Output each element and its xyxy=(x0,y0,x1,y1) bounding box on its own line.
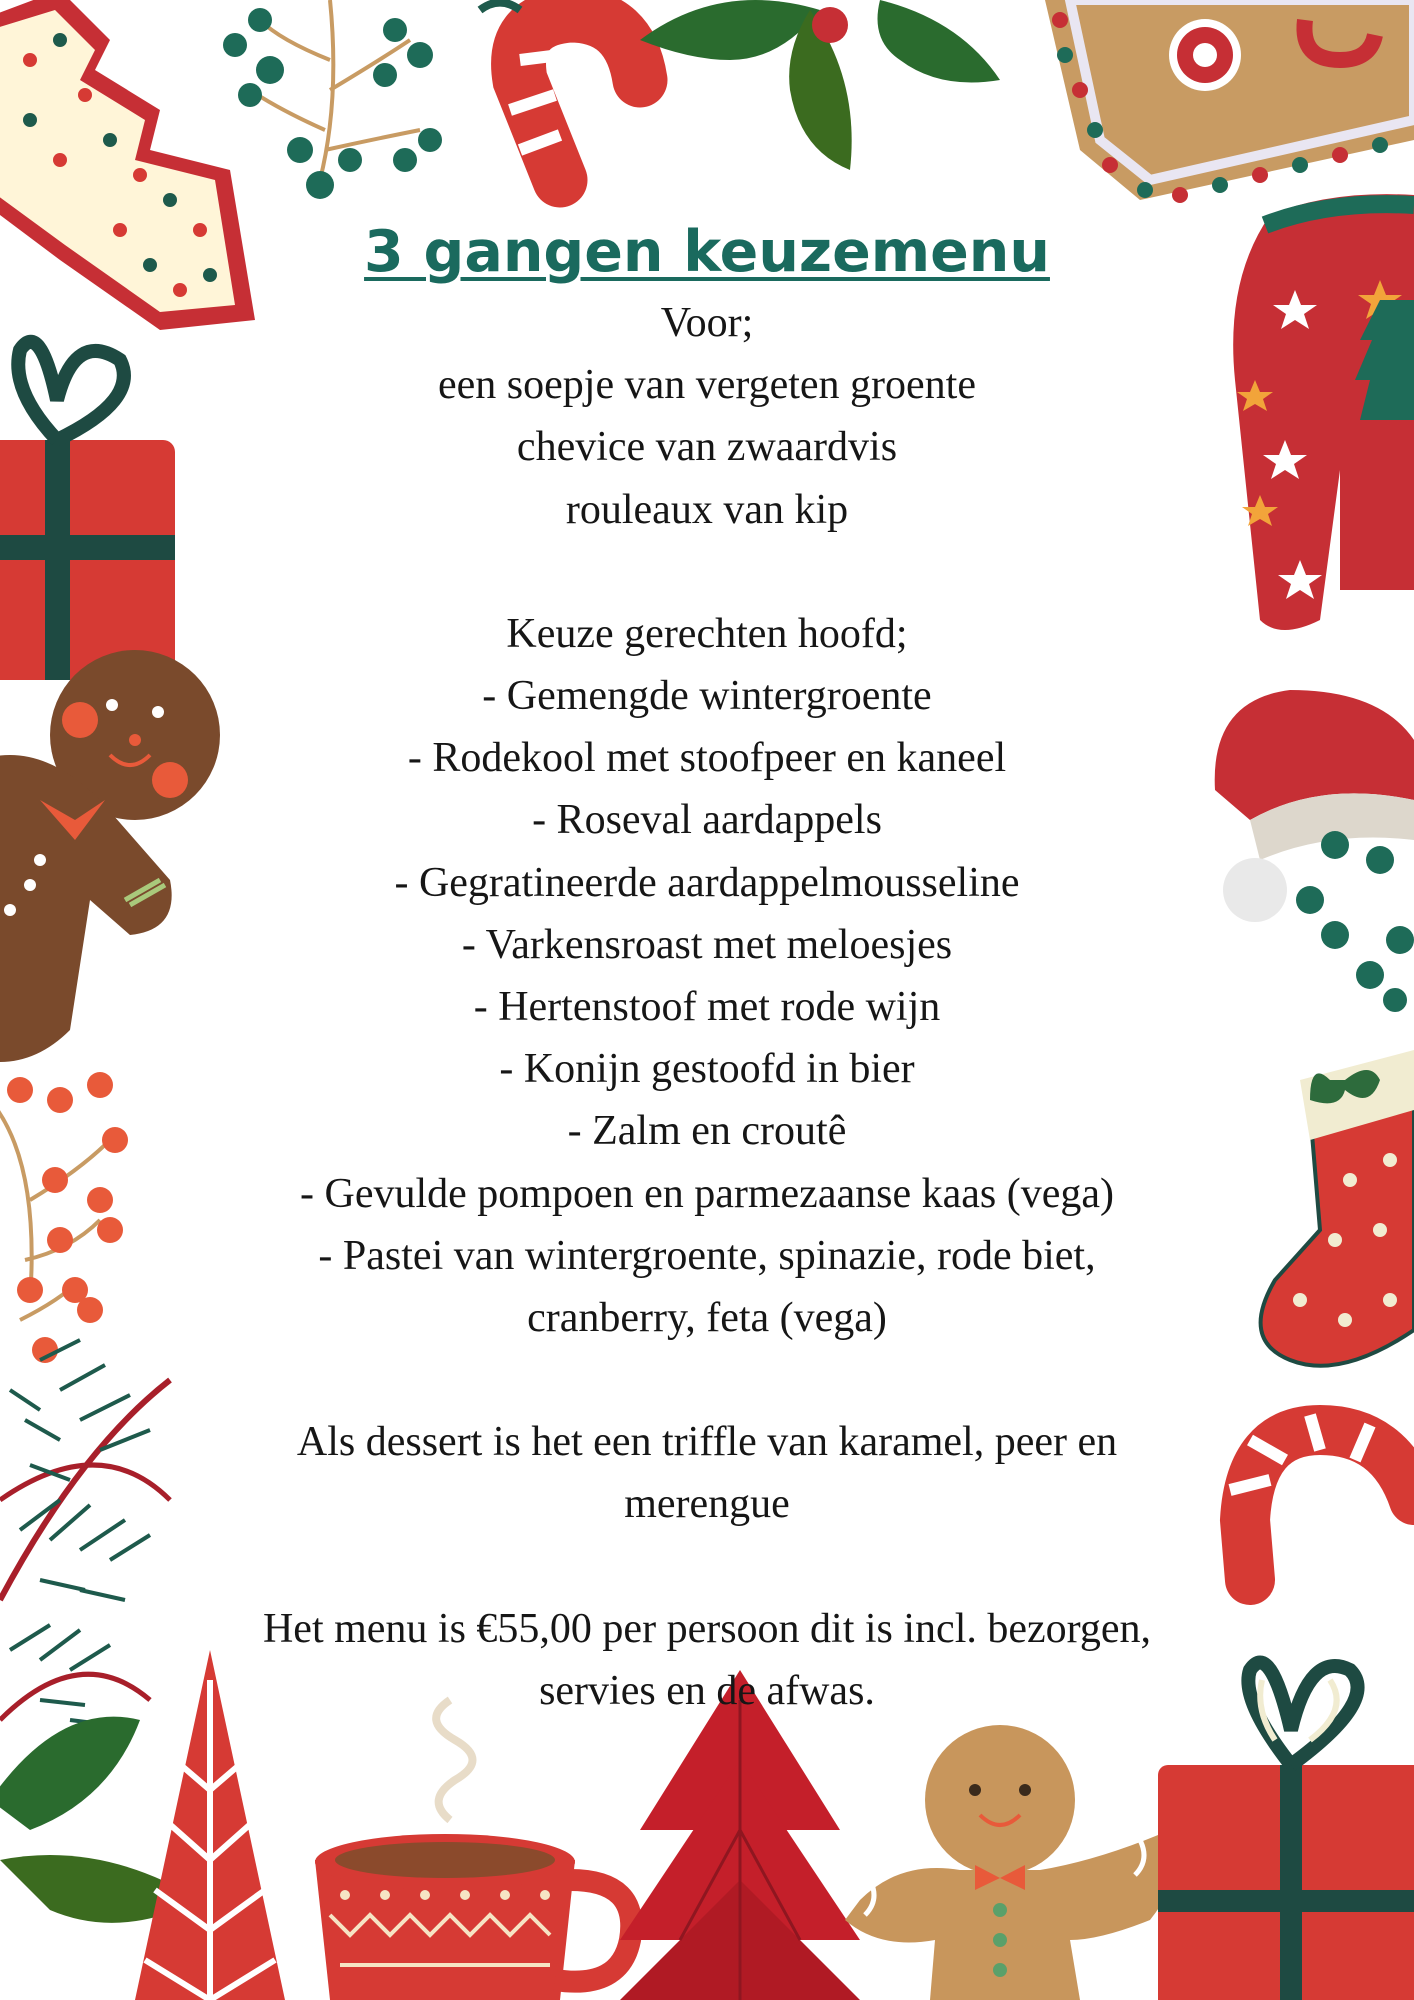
berry-branch-icon xyxy=(0,1072,128,1363)
dessert-text: Als dessert is het een triffle van karamel, peer en xyxy=(296,1419,1118,1466)
main-item: - Zalm en croutê xyxy=(567,1108,847,1155)
main-item: - Konijn gestoofd in bier xyxy=(499,1046,915,1093)
dessert-text: merengue xyxy=(624,1481,790,1528)
gingerbread-house-icon xyxy=(1045,0,1414,203)
main-item: - Hertenstoof met rode wijn xyxy=(473,984,941,1031)
main-item: - Varkensroast met meloesjes xyxy=(461,921,953,968)
main-item: - Gegratineerde aardappelmousseline xyxy=(394,859,1020,906)
main-item: - Gevulde pompoen en parmezaanse kaas (vega) xyxy=(300,1170,1114,1217)
starter-heading: Voor; xyxy=(660,300,754,346)
pine-branch-icon xyxy=(0,1340,170,1725)
starter-item: rouleaux van kip xyxy=(565,486,849,533)
starter-item: een soepje van vergeten groente xyxy=(438,362,976,409)
candy-cane-icon xyxy=(480,3,640,181)
menu-title: 3 gangen keuzemenu xyxy=(364,219,1050,285)
main-item: - Roseval aardappels xyxy=(532,797,882,844)
price-text: servies en de afwas. xyxy=(539,1667,875,1714)
main-heading: Keuze gerechten hoofd; xyxy=(506,610,908,657)
main-item: cranberry, feta (vega) xyxy=(527,1295,887,1342)
main-item: - Rodekool met stoofpeer en kaneel xyxy=(407,735,1007,782)
menu-content xyxy=(150,212,1264,1722)
main-item: - Gemengde wintergroente xyxy=(482,673,932,720)
gift-icon xyxy=(0,342,175,680)
starter-item: chevice van zwaardvis xyxy=(516,424,898,471)
price-text: Het menu is €55,00 per persoon dit is incl. bezorgen, xyxy=(262,1605,1152,1652)
cocoa-mug-icon xyxy=(315,1700,631,2000)
gingerbread-man-icon xyxy=(845,1725,1177,2000)
stocking-icon xyxy=(1261,1050,1414,1366)
holly-icon xyxy=(640,0,1000,170)
main-item: - Pastei van wintergroente, spinazie, rode biet, xyxy=(318,1232,1096,1279)
